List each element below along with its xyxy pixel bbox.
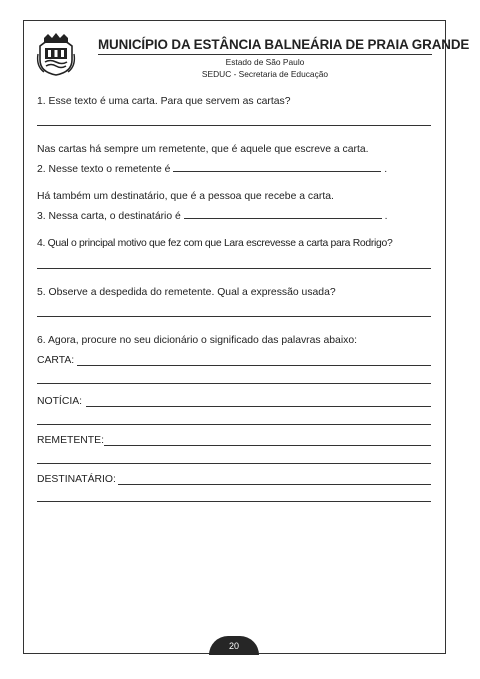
answer-line-remetente-1[interactable]	[104, 445, 431, 446]
info-recipient: Há também um destinatário, que é a pessoa que recebe a carta.	[37, 191, 334, 202]
question-2: 2. Nesse texto o remetente é	[37, 164, 171, 175]
period-q2: .	[384, 164, 388, 175]
period-q3: .	[384, 211, 388, 222]
question-3-row	[37, 209, 388, 223]
state-subtitle: Estado de São Paulo	[225, 57, 305, 67]
question-6: 6. Agora, procure no seu dicionário o significado das palavras abaixo:	[37, 335, 357, 346]
answer-line-carta-2[interactable]	[37, 383, 431, 384]
vocab-remetente-label: REMETENTE:	[37, 435, 104, 446]
answer-line-q1[interactable]	[37, 125, 431, 126]
answer-blank-q2[interactable]	[173, 162, 381, 172]
answer-blank-q3[interactable]	[184, 209, 382, 219]
answer-line-remetente-2[interactable]	[37, 463, 431, 464]
question-1: 1. Esse texto é uma carta. Para que servem as cartas?	[37, 96, 291, 107]
answer-line-q5[interactable]	[37, 316, 431, 317]
answer-line-destinatario-2[interactable]	[37, 501, 431, 502]
header-divider	[98, 54, 432, 55]
answer-line-noticia-2[interactable]	[37, 424, 431, 425]
department-subtitle: SEDUC - Secretaria de Educação	[201, 69, 329, 79]
answer-line-carta-1[interactable]	[77, 365, 431, 366]
page-number: 20	[228, 641, 239, 651]
question-4: 4. Qual o principal motivo que fez com que Lara escrevesse a carta para Rodrigo?	[37, 238, 393, 249]
municipal-crest-icon	[36, 32, 76, 76]
vocab-noticia-label: NOTÍCIA:	[37, 396, 83, 407]
question-5: 5. Observe a despedida do remetente. Qual a expressão usada?	[37, 287, 336, 298]
info-sender: Nas cartas há sempre um remetente, que é aquele que escreve a carta.	[37, 144, 369, 155]
answer-line-q4[interactable]	[37, 268, 431, 269]
question-2-row	[37, 162, 387, 176]
vocab-destinatario-label: DESTINATÁRIO:	[37, 474, 116, 485]
vocab-carta-label: CARTA:	[37, 355, 75, 366]
answer-line-destinatario-1[interactable]	[118, 484, 431, 485]
municipality-title: MUNICÍPIO DA ESTÂNCIA BALNEÁRIA DE PRAIA GRANDE	[98, 37, 470, 52]
answer-line-noticia-1[interactable]	[86, 406, 431, 407]
question-3: 3. Nessa carta, o destinatário é	[37, 211, 181, 222]
